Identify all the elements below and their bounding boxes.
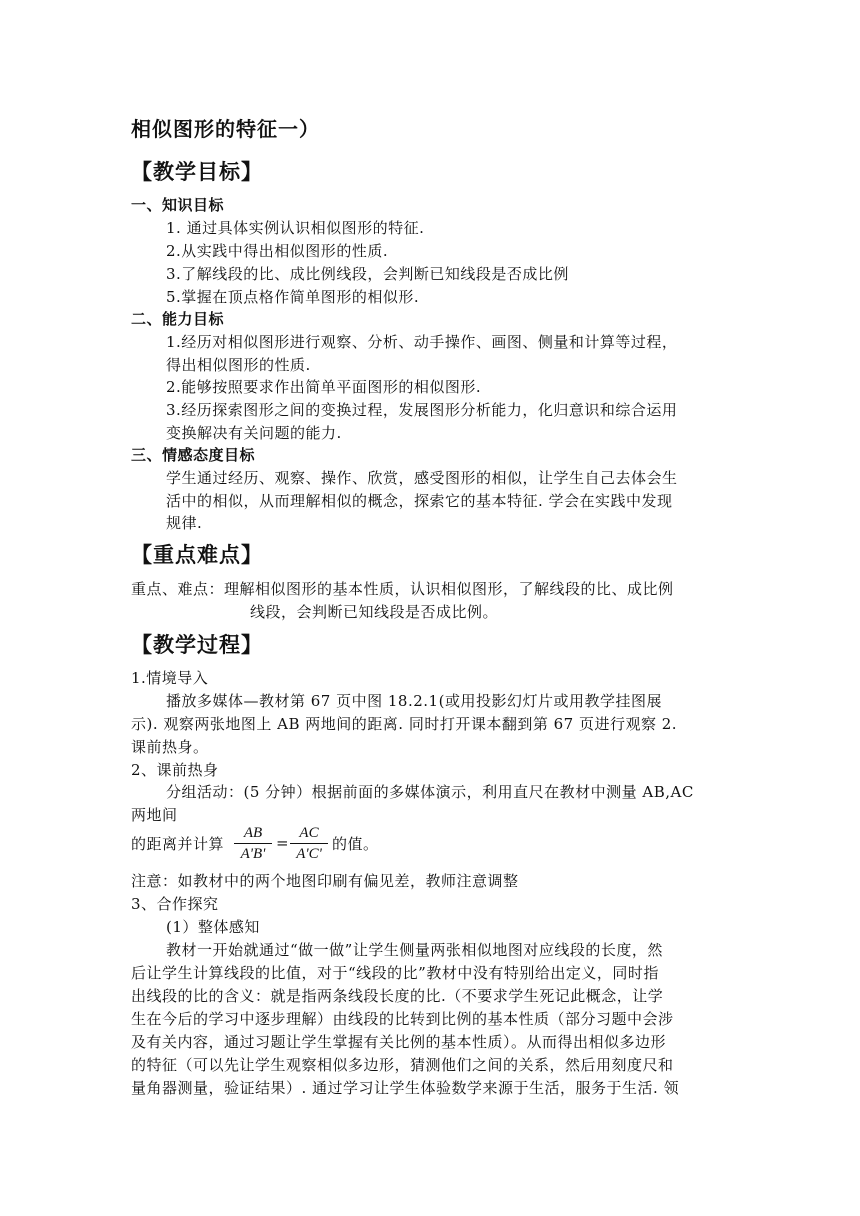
fraction-bar [290,843,328,844]
fraction-bar [234,843,272,844]
process-paragraph-line: 量角器测量，验证结果）. 通过学习让学生体验数学来源于生活，服务于生活. 领 [131,1079,680,1097]
fraction-denominator: A'C' [296,846,322,862]
ability-goal-line: 变换解决有关问题的能力. [166,424,342,442]
process-step-heading: 3、合作探究 [131,895,219,913]
calc-prefix: 的距离并计算 [131,835,225,853]
section-heading-difficulties: 【重点难点】 [131,542,263,567]
knowledge-goal-item: 5.掌握在顶点格作简单图形的相似形. [166,288,420,306]
section-heading-goals: 【教学目标】 [131,159,263,184]
equals-sign: = [276,834,289,852]
attitude-goal-line: 活中的相似，从而理解相似的概念，探索它的基本特征. 学会在实践中发现 [166,492,673,510]
process-paragraph-line: 教材一开始就通过“做一做”让学生侧量两张相似地图对应线段的长度，然 [166,941,663,959]
process-paragraph-line: 两地间 [131,806,178,824]
fraction-denominator: A'B' [240,846,266,862]
process-paragraph-line: 的特征（可以先让学生观察相似多边形，猜测他们之间的关系，然后用刻度尺和 [131,1056,674,1074]
fraction-numerator: AC [299,825,319,841]
process-paragraph-line: 及有关内容，通过习题让学生掌握有关比例的基本性质）。从而得出相似多边形 [131,1033,667,1051]
knowledge-goal-item: 2.从实践中得出相似图形的性质. [166,242,389,260]
knowledge-goal-item: 3.了解线段的比、成比例线段，会判断已知线段是否成比例 [166,265,569,283]
process-paragraph-line: 示). 观察两张地图上 AB 两地间的距离. 同时打开课本翻到第 67 页进行观察 2. [131,715,678,733]
process-paragraph-line: 出线段的比的含义：就是指两条线段长度的比.（不要求学生死记此概念，让学 [131,987,664,1005]
knowledge-goals-heading: 一、知识目标 [131,196,225,214]
fraction-ac [290,824,328,863]
knowledge-goal-item: 1. 通过具体实例认识相似图形的特征. [166,219,425,237]
process-step-heading: 2、课前热身 [131,761,219,779]
process-paragraph-line: 生在今后的学习中逐步理解）由线段的比转到比例的基本性质（部分习题中会涉 [131,1010,674,1028]
process-paragraph-line: 后让学生计算线段的比值，对于“线段的比”教材中没有特别给出定义，同时指 [131,964,659,982]
ability-goals-heading: 二、能力目标 [131,310,225,328]
difficulties-line: 重点、难点：理解相似图形的基本性质，认识相似图形，了解线段的比、成比例 [131,580,674,598]
fraction-numerator: AB [243,825,263,841]
attitude-goal-line: 规律. [166,514,203,532]
ability-goal-line: 2.能够按照要求作出简单平面图形的相似图形. [166,378,482,396]
attitude-goals-heading: 三、情感态度目标 [131,446,256,464]
process-subheading: (1）整体感知 [166,918,260,936]
note-line: 注意：如教材中的两个地图印刷有偏见差，教师注意调整 [131,872,519,890]
section-heading-process: 【教学过程】 [131,632,263,657]
process-paragraph-line: 播放多媒体—教材第 67 页中图 18.2.1(或用投影幻灯片或用教学挂图展 [166,692,662,710]
ability-goal-line: 3.经历探索图形之间的变换过程，发展图形分析能力，化归意识和综合运用 [166,401,678,419]
difficulties-line: 线段，会判断已知线段是否成比例。 [250,603,499,621]
page-title: 相似图形的特征一） [131,117,320,141]
fraction-ab [234,824,272,863]
process-paragraph-line: 课前热身。 [131,738,209,756]
ability-goal-line: 得出相似图形的性质. [166,356,311,374]
attitude-goal-line: 学生通过经历、观察、操作、欣赏，感受图形的相似，让学生自己去体会生 [166,469,678,487]
process-paragraph-line: 分组活动：(5 分钟）根据前面的多媒体演示，利用直尺在教材中测量 AB,AC [166,783,694,801]
ability-goal-line: 1.经历对相似图形进行观察、分析、动手操作、画图、侧量和计算等过程， [166,333,678,351]
calc-suffix: 的值。 [332,835,379,853]
process-step-heading: 1.情境导入 [131,669,209,687]
